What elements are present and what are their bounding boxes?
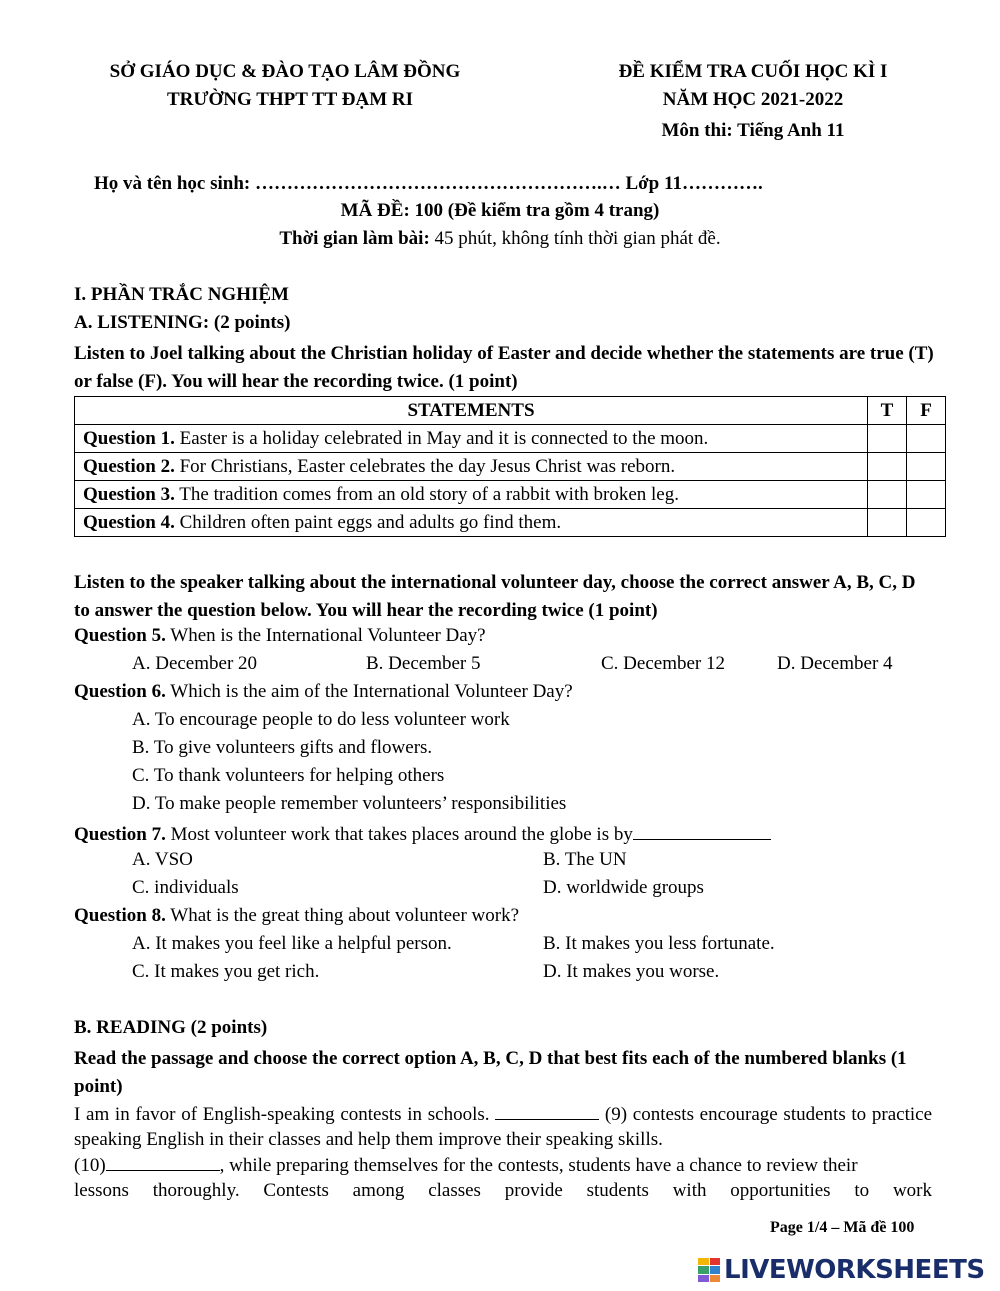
reading-instruction: Read the passage and choose the correct option A, B, C, D that best fits each of the numbered blanks (1 point) [74,1048,907,1097]
option-c[interactable]: C. individuals [132,877,239,898]
passage-line [74,1152,932,1178]
exam-title: ĐỀ KIỂM TRA CUỐI HỌC KÌ I [618,61,888,82]
option-b[interactable]: B. To give volunteers gifts and flowers. [132,737,433,758]
reading-passage [74,1101,932,1203]
liveworksheets-logo-text: LIVEWORKSHEETS [724,1255,985,1285]
passage-text: , while preparing themselves for the contests, students have a chance to review their [219,1155,858,1176]
table-header-row [75,397,946,425]
passage-text: (10) [74,1155,106,1176]
option-d[interactable]: D. worldwide groups [543,877,704,898]
option-a[interactable]: A. VSO [132,849,193,870]
option-b[interactable]: B. It makes you less fortunate. [543,933,775,954]
statements-table [74,396,946,537]
question-label: Question 8. [74,905,166,926]
listening-instruction-1: Listen to Joel talking about the Christian holiday of Easter and decide whether the statements are true (T) or false (F). You will hear the recording twice. (1 point) [74,343,934,392]
question-text: Which is the aim of the International Volunteer Day? [170,681,573,702]
statement-cell [75,453,868,481]
time-line [0,228,1000,250]
school-header [90,58,490,114]
true-header: T [868,397,907,425]
option-d[interactable]: D. To make people remember volunteers’ responsibilities [132,793,567,814]
page-footer: Page 1/4 – Mã đề 100 [770,1219,915,1236]
option-d[interactable]: D. December 4 [777,653,893,674]
true-answer-cell[interactable] [868,453,907,481]
true-answer-cell[interactable] [868,509,907,537]
listening-instruction-2: Listen to the speaker talking about the international volunteer day, choose the correct answer A, B, C, D to answer the question below. You will hear the recording twice (1 point) [74,572,916,621]
option-b[interactable]: B. December 5 [366,653,481,674]
time-label: Thời gian làm bài: [279,228,430,249]
passage-text: lessons thoroughly. Contests among classes provide students with opportunities to work [74,1180,932,1201]
time-value: 45 phút, không tính thời gian phát đề. [434,228,721,249]
school-name: TRƯỜNG THPT TT ĐẠM RI [167,89,413,110]
option-c[interactable]: C. It makes you get rich. [132,961,320,982]
option-a[interactable]: A. To encourage people to do less volunteer work [132,709,510,730]
question-text: Most volunteer work that takes places around the globe is by [170,824,633,845]
part1-title: I. PHẦN TRẮC NGHIỆM [74,284,289,305]
liveworksheets-logo-icon [698,1258,720,1282]
blank-9[interactable] [495,1101,599,1120]
question-text: When is the International Volunteer Day? [170,625,486,646]
question-5 [74,625,486,647]
option-d[interactable]: D. It makes you worse. [543,961,720,982]
passage-text: I am in favor of English-speaking contests in schools. [74,1104,490,1125]
school-year: NĂM HỌC 2021-2022 [662,89,844,110]
liveworksheets-logo [698,1255,985,1285]
statements-header: STATEMENTS [75,397,868,425]
passage-text: (9) contests encourage students to practice speaking English in their classes and help them improve their speaking skills. [74,1104,933,1150]
table-row [75,509,946,537]
statement-cell [75,481,868,509]
option-c[interactable]: C. To thank volunteers for helping others [132,765,445,786]
statement-text: Easter is a holiday celebrated in May and it is connected to the moon. [179,427,709,449]
option-a[interactable]: A. It makes you feel like a helpful person. [132,933,452,954]
question-label: Question 2. [83,455,175,477]
statement-text: The tradition comes from an old story of a rabbit with broken leg. [179,483,679,505]
reading-title: B. READING (2 points) [74,1017,268,1038]
table-row [75,481,946,509]
option-a[interactable]: A. December 20 [132,653,258,674]
false-answer-cell[interactable] [907,509,946,537]
false-answer-cell[interactable] [907,453,946,481]
answer-blank[interactable] [633,821,771,840]
subject: Môn thi: Tiếng Anh 11 [661,120,845,141]
student-info-line: Họ và tên học sinh: ……………………………………………….… Lớp 11…………. [94,173,763,194]
false-answer-cell[interactable] [907,425,946,453]
statement-text: For Christians, Easter celebrates the day Jesus Christ was reborn. [179,455,676,477]
blank-10[interactable] [106,1152,220,1171]
false-answer-cell[interactable] [907,481,946,509]
false-header: F [907,397,946,425]
option-c[interactable]: C. December 12 [601,653,725,674]
exam-code: MÃ ĐỀ: 100 (Đề kiểm tra gồm 4 trang) [340,200,660,221]
question-8 [74,905,519,927]
question-6 [74,681,573,703]
true-answer-cell[interactable] [868,425,907,453]
question-label: Question 6. [74,681,166,702]
question-text: What is the great thing about volunteer work? [170,905,520,926]
question-label: Question 7. [74,824,166,845]
listening-title: A. LISTENING: (2 points) [74,312,291,333]
table-row [75,425,946,453]
option-b[interactable]: B. The UN [543,849,627,870]
question-label: Question 3. [83,483,175,505]
table-row [75,453,946,481]
exam-header [598,58,908,145]
question-label: Question 4. [83,511,175,533]
true-answer-cell[interactable] [868,481,907,509]
question-label: Question 1. [83,427,175,449]
statement-cell [75,425,868,453]
department-name: SỞ GIÁO DỤC & ĐÀO TẠO LÂM ĐỒNG [109,61,461,82]
question-7 [74,821,771,846]
statement-cell [75,509,868,537]
statement-text: Children often paint eggs and adults go find them. [179,511,562,533]
question-label: Question 5. [74,625,166,646]
